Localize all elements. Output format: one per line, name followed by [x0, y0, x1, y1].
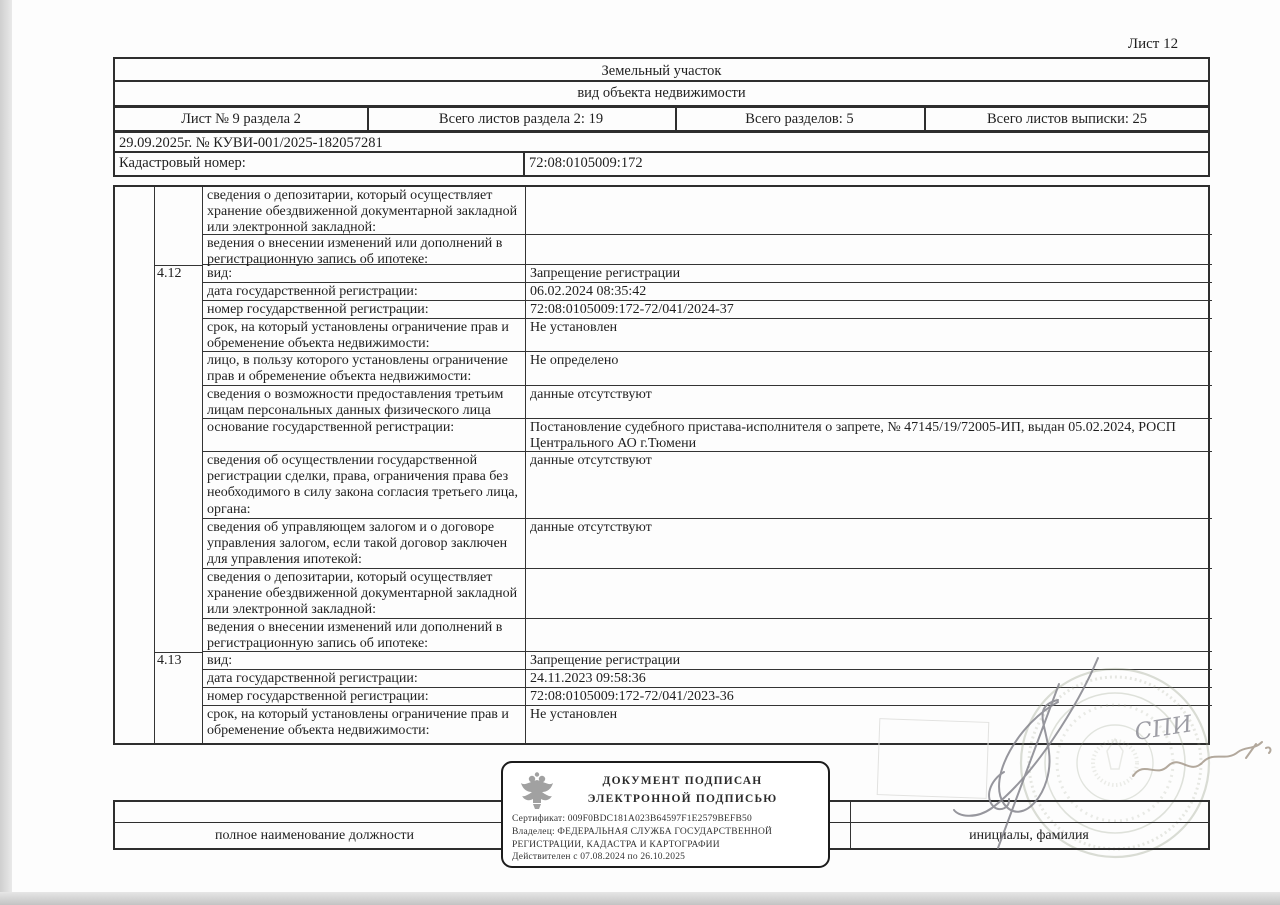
row-value: 72:08:0105009:172-72/041/2023-36 [530, 689, 734, 704]
sheet-info-col3: Всего разделов: 5 [745, 111, 854, 127]
row-value: 06.02.2024 08:35:42 [530, 284, 647, 299]
stamp-line1: ДОКУМЕНТ ПОДПИСАН [602, 775, 763, 787]
row-label: дата государственной регистрации: [207, 671, 418, 686]
row-label: сведения об управляющем залогом и о договоре управления залогом, если такой договор заключен для управления ипотекой: [207, 520, 508, 568]
cadastral-number-value: 72:08:0105009:172 [529, 155, 643, 171]
row-value: Не установлен [530, 320, 618, 335]
row-label: дата государственной регистрации: [207, 284, 418, 299]
row-label: срок, на который установлены ограничение прав и обременение объекта недвижимости: [207, 707, 509, 739]
table-row [202, 265, 1212, 283]
sheet-info-col2: Всего листов раздела 2: 19 [438, 111, 604, 127]
table-row [202, 519, 1212, 569]
divider [115, 151, 1208, 153]
row-label: сведения о возможности предоставления третьим лицам персональных данных физического лица [207, 387, 504, 419]
row-label: ведения о внесении изменений или дополнений в регистрационную запись об ипотеке: [207, 236, 503, 268]
table-row [202, 386, 1212, 419]
electronic-signature-stamp [501, 761, 830, 868]
scan-edge-left [0, 0, 12, 905]
row-label: срок, на который установлены ограничение прав и обременение объекта недвижимости: [207, 320, 509, 352]
row-value: данные отсутствуют [530, 453, 652, 468]
stamp-line2: ЭЛЕКТРОННОЙ ПОДПИСЬЮ [587, 793, 778, 805]
object-type-table [113, 57, 1210, 107]
row-label: сведения о депозитарии, который осуществляет хранение обездвиженной документарной закладной или электронной закладной: [207, 570, 518, 618]
request-date-number: 29.09.2025г. № КУВИ-001/2025-182057281 [119, 135, 383, 151]
row-value: Постановление судебного пристава-исполнителя о запрете, № 47145/19/72005-ИП, выдан 05.02.2024, РОСП Центрального АО г.Тюмени [530, 420, 1176, 452]
stamp-certificate: Сертификат: 009F0BDC181A023B64597F1E2579BEFB50 [512, 814, 752, 824]
stamp-validity: Действителен с 07.08.2024 по 26.10.2025 [512, 852, 686, 862]
table-row [202, 352, 1212, 386]
row-value: Не установлен [530, 707, 618, 722]
cadastral-number-label: Кадастровый номер: [119, 155, 246, 171]
item-number: 4.13 [157, 653, 182, 668]
table-row [202, 301, 1212, 319]
table-row [202, 283, 1212, 301]
row-value: данные отсутствуют [530, 520, 652, 535]
table-row [202, 235, 1212, 268]
item-number: 4.12 [157, 266, 182, 281]
row-label: сведения о депозитарии, который осуществляет хранение обездвиженной документарной закладной или электронной закладной: [207, 188, 518, 236]
handwritten-note: СПИ [1132, 711, 1194, 746]
sheet-info-table [113, 106, 1210, 132]
row-value: Не определено [530, 353, 619, 368]
row-label: сведения об осуществлении государственной регистрации сделки, права, ограничения права без необходимого в силу закона согласия третьего лица, органа: [207, 453, 518, 517]
name-caption: инициалы, фамилия [969, 828, 1089, 843]
row-value: данные отсутствуют [530, 387, 652, 402]
row-label: номер государственной регистрации: [207, 689, 429, 704]
divider [523, 153, 525, 175]
table-row [202, 187, 1212, 235]
row-value: Запрещение регистрации [530, 266, 681, 281]
row-label: номер государственной регистрации: [207, 302, 429, 317]
row-value: Запрещение регистрации [530, 653, 681, 668]
table-row [202, 419, 1212, 452]
sheet-number: Лист 12 [1127, 36, 1179, 52]
sheet-info-col1: Лист № 9 раздела 2 [181, 111, 301, 127]
row-label: основание государственной регистрации: [207, 420, 455, 435]
row-value: 24.11.2023 09:58:36 [530, 671, 646, 686]
handwritten-signature [940, 630, 1280, 880]
row-label: вид: [207, 653, 233, 668]
row-value: 72:08:0105009:172-72/041/2024-37 [530, 302, 734, 317]
table-row [202, 452, 1212, 519]
object-type-value: Земельный участок [601, 62, 722, 79]
row-label: ведения о внесении изменений или дополнений в регистрационную запись об ипотеке: [207, 620, 503, 652]
stamp-owner: Владелец: ФЕДЕРАЛЬНАЯ СЛУЖБА ГОСУДАРСТВЕННОЙ РЕГИСТРАЦИИ, КАДАСТРА И КАРТОГРАФИИ [512, 827, 773, 850]
scan-edge-bottom [0, 892, 1280, 905]
request-info-table [113, 131, 1210, 177]
position-caption: полное наименование должности [214, 828, 415, 843]
table-row [202, 319, 1212, 352]
divider [154, 187, 155, 743]
sheet-info-col4: Всего листов выписки: 25 [987, 111, 1147, 127]
row-label: лицо, в пользу которого установлены ограничение прав и обременение объекта недвижимости: [207, 353, 508, 385]
table-row [202, 569, 1212, 619]
row-label: вид: [207, 266, 233, 281]
object-type-caption: вид объекта недвижимости [577, 85, 746, 101]
